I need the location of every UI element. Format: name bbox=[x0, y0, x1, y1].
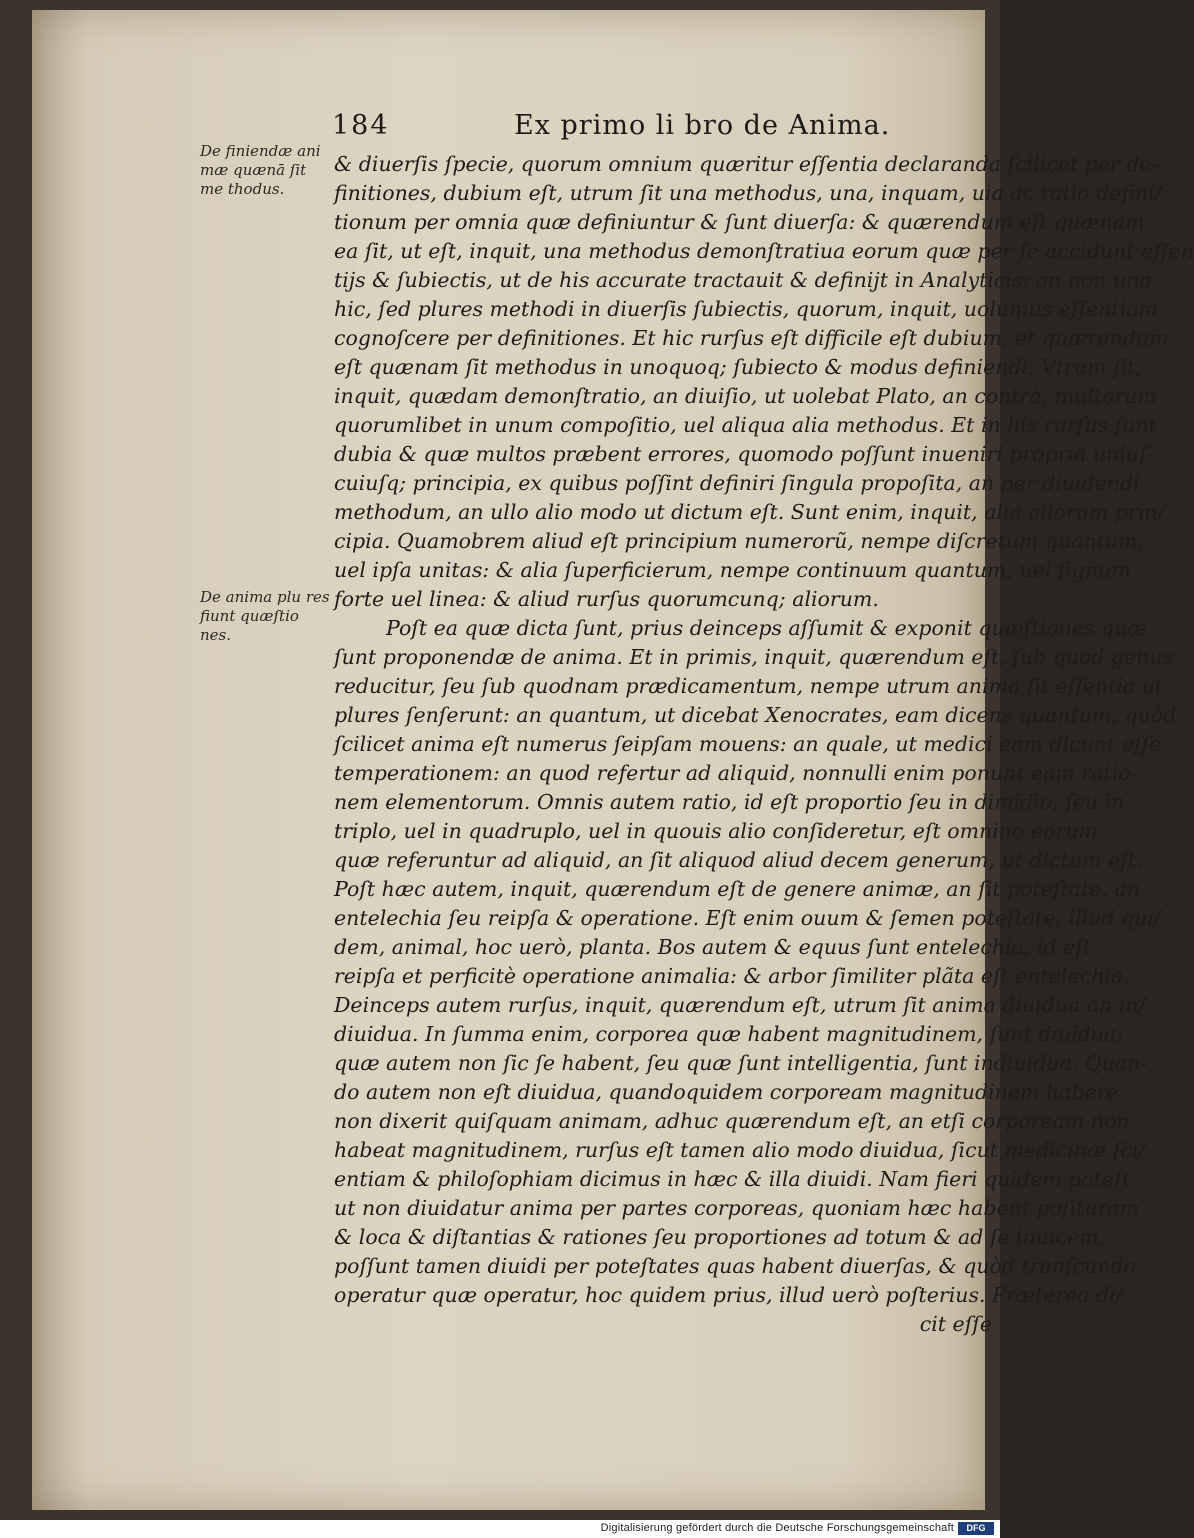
dfg-logo: DFG bbox=[958, 1522, 994, 1535]
text-line: inquit, quædam demonſtratio, an diuiſio, ut uolebat Plato, an contrà, multorum bbox=[334, 384, 1157, 408]
text-line: quæ referuntur ad aliquid, an ſit aliquod aliud decem generum, ut dictum eſt. bbox=[334, 848, 1143, 872]
text-line: hic, ſed plures methodi in diuerſis ſubiectis, quorum, inquit, uolumus eſſentiam bbox=[334, 297, 1158, 321]
margin-note-2: De anima plu res fiunt quæſtio nes. bbox=[200, 588, 330, 644]
text-line: eſt quænam ſit methodus in unoquoq; ſubiecto & modus definiendi. Vtrum ſit, bbox=[334, 355, 1143, 379]
text-line: & diuerſis ſpecie, quorum omnium quæritur eſſentia declaranda ſcilicet per de- bbox=[334, 152, 1159, 176]
text-line: poſſunt tamen diuidi per poteſtates quas habent diuerſas, & quòd tranſcundo bbox=[334, 1254, 1136, 1278]
text-line: tijs & ſubiectis, ut de his accurate tractauit & definijt in Analyticis: an non una bbox=[334, 268, 1152, 292]
text-line: do autem non eſt diuidua, quandoquidem corpoream magnitudinem habere bbox=[334, 1080, 1119, 1104]
text-line: habeat magnitudinem, rurſus eſt tamen alio modo diuidua, ſicut medicinæ ſci/ bbox=[334, 1138, 1146, 1162]
funding-credit: Digitalisierung gefördert durch die Deutsche Forschungsgemeinschaft bbox=[600, 1522, 954, 1534]
text-line: ſcilicet anima eſt numerus ſeipſam mouens: an quale, ut medici eam dicunt eſſe bbox=[334, 732, 1162, 756]
text-line: ea ſit, ut eſt, inquit, una methodus demonſtratiua eorum quæ per ſe accidunt eſſen bbox=[334, 239, 1194, 263]
text-line: triplo, uel in quadruplo, uel in quouis alio conſideretur, eſt omnino eorum bbox=[334, 819, 1098, 843]
book-page bbox=[32, 10, 1194, 1510]
text-line: nem elementorum. Omnis autem ratio, id eſt proportio ſeu in dimidio, ſeu in bbox=[334, 790, 1125, 814]
text-line: cognoſcere per definitiones. Et hic rurſus eſt difficile eſt dubium, et quærendum bbox=[334, 326, 1169, 350]
text-line: quorumlibet in unum compoſitio, uel aliqua alia methodus. Et in his rurſus ſunt bbox=[334, 413, 1157, 437]
text-line: ſunt proponendæ de anima. Et in primis, inquit, quærendum eſt, ſub quod genus bbox=[334, 645, 1174, 669]
text-line: finitiones, dubium eſt, utrum ſit una methodus, una, inquam, uia ac ratio defini/ bbox=[334, 181, 1162, 205]
text-line: methodum, an ullo alio modo ut dictum eſt. Sunt enim, inquit, alia aliorum prin/ bbox=[334, 500, 1165, 524]
text-line: temperationem: an quod refertur ad aliquid, nonnulli enim ponunt eam ratio- bbox=[334, 761, 1138, 785]
folio-number: 184 bbox=[332, 110, 390, 141]
text-line: uel ipſa unitas: & alia ſuperficierum, nempe continuum quantum, uel ſignum bbox=[334, 558, 1131, 582]
text-line: ut non diuidatur anima per partes corporeas, quoniam hæc habent poſituram bbox=[334, 1196, 1140, 1220]
text-line: & loca & diſtantias & rationes ſeu proportiones ad totum & ad ſe inuicem, bbox=[334, 1225, 1106, 1249]
text-line: Poſt hæc autem, inquit, quærendum eſt de genere animæ, an ſit poteſtate, an bbox=[334, 877, 1140, 901]
page-header bbox=[332, 110, 1012, 150]
text-line: dem, animal, hoc uerò, planta. Bos autem & equus ſunt entelechia, id eſt bbox=[334, 935, 1092, 959]
text-line: non dixerit quiſquam animam, adhuc quærendum eſt, an etſi corpoream non bbox=[334, 1109, 1130, 1133]
margin-note-1: De finiendæ ani mæ quænā ſit me thodus. bbox=[200, 142, 321, 198]
text-line: diuidua. In ſumma enim, corporea quæ habent magnitudinem, ſunt diuidua: bbox=[334, 1022, 1124, 1046]
text-line: cuiuſq; principia, ex quibus poſſint definiri ſingula propoſita, an per diuidendi bbox=[334, 471, 1140, 495]
text-line: entiam & philoſophiam dicimus in hæc & illa diuidi. Nam fieri quidem poteſt bbox=[334, 1167, 1130, 1191]
body-text bbox=[334, 150, 1194, 1339]
text-line: reducitur, ſeu ſub quodnam prædicamentum, nempe utrum anima ſit eſſentia ut bbox=[334, 674, 1164, 698]
footer-bar bbox=[0, 1520, 1000, 1538]
running-head: Ex primo li bro de Anima. bbox=[514, 110, 891, 141]
text-line: forte uel linea: & aliud rurſus quorumcunq; aliorum. bbox=[334, 587, 879, 611]
text-line: plures ſenſerunt: an quantum, ut dicebat Xenocrates, eam dicens quantum, quòd bbox=[334, 703, 1177, 727]
text-line: Deinceps autem rurſus, inquit, quærendum eſt, utrum ſit anima diuidua an in/ bbox=[334, 993, 1146, 1017]
text-line: cipia. Quamobrem aliud eſt principium numerorũ, nempe diſcretum quantum, bbox=[334, 529, 1145, 553]
text-line: dubia & quæ multos præbent errores, quomodo poſſunt inueniri propria uniuſ- bbox=[334, 442, 1154, 466]
text-line: tionum per omnia quæ definiuntur & ſunt diuerſa: & quærendum eſt quænam bbox=[334, 210, 1145, 234]
text-line: reipſa et perficitè operatione animalia: & arbor ſimiliter plãta eſt entelechia. bbox=[334, 964, 1130, 988]
text-line: cit eſſe bbox=[919, 1312, 992, 1336]
text-line: Poſt ea quæ dicta ſunt, prius deinceps aſſumit & exponit quæſtiones quæ bbox=[386, 616, 1147, 640]
text-line: quæ autem non ſic ſe habent, ſeu quæ ſunt intelligentia, ſunt indiuidua. Quan- bbox=[334, 1051, 1148, 1075]
text-line: operatur quæ operatur, hoc quidem prius, illud uerò poſterius. Præterea di/ bbox=[334, 1283, 1123, 1307]
text-line: entelechia ſeu reipſa & operatione. Eſt enim ouum & ſemen poteſtate, illud qui/ bbox=[334, 906, 1161, 930]
